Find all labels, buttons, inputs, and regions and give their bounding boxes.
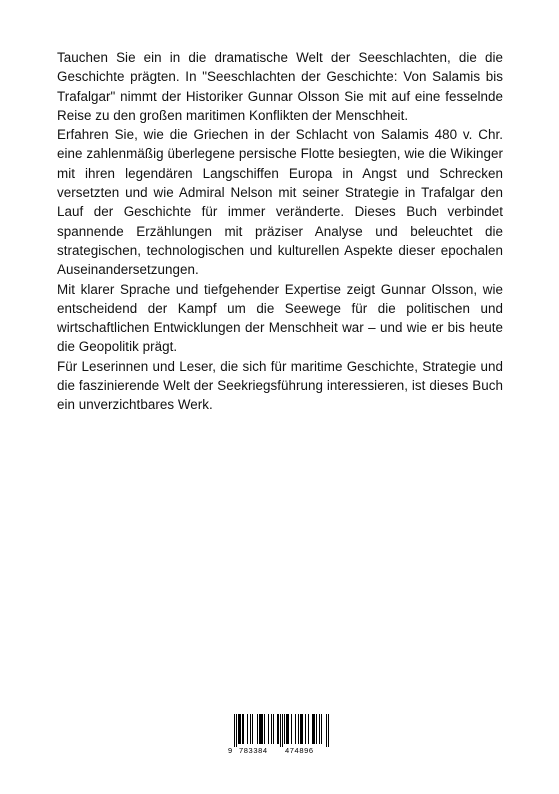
barcode-bar <box>313 714 314 744</box>
barcode-bar <box>252 714 253 744</box>
barcode-bar <box>282 714 283 747</box>
barcode-bar <box>273 714 274 744</box>
barcode-bar <box>234 714 235 747</box>
barcode-bar <box>250 714 251 744</box>
description-paragraph-2: Erfahren Sie, wie die Griechen in der Schlacht von Salamis 480 v. Chr. eine zahlenmäßig überlegene persische Flotte besiegten, wie die Wikinger mit ihren legendären Langschiffen Europa in Angst und Schrecken versetzten und wie Admiral Nelson mit seiner Strategie in Trafalgar den Lauf der Geschichte für immer veränderte. Dieses Buch verbindet spannende Erzählungen mit präziser Analyse und beleuchtet die strategischen, technologischen und kulturellen Aspekte dieser epochalen Auseinandersetzungen. <box>57 127 503 278</box>
barcode-bar <box>305 714 306 744</box>
barcode-bar <box>328 714 329 747</box>
barcode-bar <box>298 714 299 744</box>
barcode-bar <box>314 714 315 744</box>
barcode-bar <box>316 714 317 744</box>
barcode-bar <box>239 714 240 744</box>
barcode-bar <box>259 714 260 744</box>
barcode-bar <box>321 714 322 744</box>
barcode-bar <box>288 714 289 744</box>
barcode-bar <box>295 714 296 744</box>
barcode-bar <box>278 714 279 744</box>
barcode-bar <box>286 714 287 744</box>
description-paragraph-1: Tauchen Sie ein in die dramatische Welt der Seeschlachten, die die Geschichte prägten. In "Seeschlachten der Geschichte: Von Salamis bis Trafalgar" nimmt der Historiker Gunnar Olsson Sie mit auf eine fesselnde Reise zu den großen maritimen Konflikten der Menschheit. <box>57 50 503 123</box>
description-paragraph-3: Mit klarer Sprache und tiefgehender Expertise zeigt Gunnar Olsson, wie entscheidend der Kampf um die Seewege für die politischen und wirtschaftlichen Entwicklungen der Menschheit war – und wie er bis heute die Geopolitik prägt. <box>57 281 503 355</box>
barcode-bar <box>260 714 261 744</box>
barcode-bar <box>262 714 263 744</box>
barcode-bar <box>300 714 301 744</box>
barcode-bar <box>236 714 237 747</box>
barcode-bar <box>247 714 248 744</box>
barcode-bar <box>280 714 281 747</box>
barcode-digits-left: 783384 <box>239 746 268 755</box>
barcode-bar <box>291 714 292 744</box>
barcode-bar <box>257 714 258 744</box>
barcode-bar <box>242 714 243 744</box>
barcode-bar <box>287 714 288 744</box>
barcode-bar <box>240 714 241 744</box>
barcode-bar <box>284 714 285 744</box>
barcode-bar <box>301 714 302 744</box>
barcode-bar <box>238 714 239 744</box>
barcode-digits-right: 474896 <box>285 746 314 755</box>
barcode-bar <box>326 714 327 747</box>
barcode-bar <box>264 714 265 744</box>
description-paragraph-4: Für Leserinnen und Leser, die sich für maritime Geschichte, Strategie und die faszinierende Welt der Seekriegsführung interessieren, ist dieses Buch ein unverzichtbares Werk. <box>57 358 503 413</box>
barcode-digits <box>227 746 329 758</box>
barcode-bar <box>271 714 272 744</box>
barcode-bars <box>227 713 329 747</box>
barcode-bar <box>319 714 320 744</box>
isbn-barcode <box>227 713 329 759</box>
barcode-bar <box>268 714 269 744</box>
barcode-bar <box>277 714 278 744</box>
barcode-bar <box>302 714 303 744</box>
barcode-bar <box>312 714 313 744</box>
barcode-bar <box>243 714 244 744</box>
barcode-digit-first: 9 <box>228 746 233 755</box>
barcode-bar <box>261 714 262 744</box>
book-description <box>57 48 503 415</box>
barcode-bar <box>308 714 309 744</box>
